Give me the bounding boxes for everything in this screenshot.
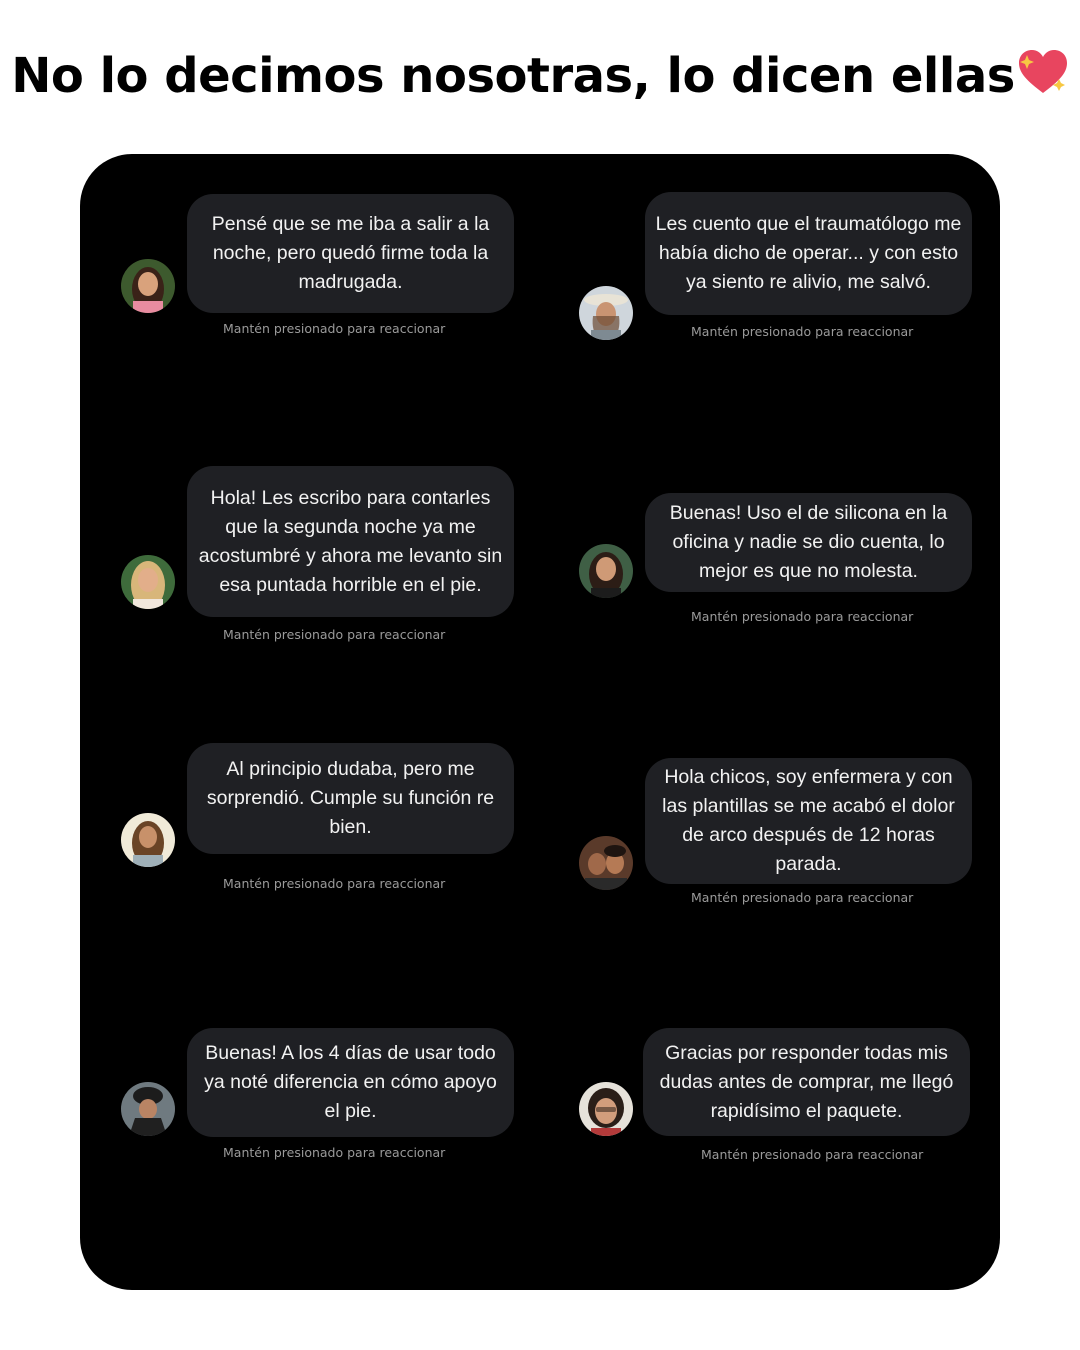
sparkling-heart-icon xyxy=(1017,49,1069,109)
message-bubble[interactable]: Pensé que se me iba a salir a la noche, pero quedó firme toda la madrugada. xyxy=(187,194,514,313)
reaction-hint: Mantén presionado para reaccionar xyxy=(223,627,446,642)
avatar xyxy=(579,836,633,890)
reaction-hint: Mantén presionado para reaccionar xyxy=(223,1145,446,1160)
avatar xyxy=(579,1082,633,1136)
avatar xyxy=(121,813,175,867)
reaction-hint: Mantén presionado para reaccionar xyxy=(691,890,914,905)
avatar xyxy=(579,544,633,598)
reaction-hint: Mantén presionado para reaccionar xyxy=(691,609,914,624)
testimonials-panel xyxy=(80,154,1000,1290)
avatar xyxy=(121,1082,175,1136)
message-bubble[interactable]: Buenas! A los 4 días de usar todo ya noté diferencia en cómo apoyo el pie. xyxy=(187,1028,514,1137)
avatar xyxy=(579,286,633,340)
message-bubble[interactable]: Les cuento que el traumatólogo me había dicho de operar... y con esto ya siento re alivio, me salvó. xyxy=(645,192,972,315)
message-bubble[interactable]: Buenas! Uso el de silicona en la oficina y nadie se dio cuenta, lo mejor es que no molesta. xyxy=(645,493,972,592)
reaction-hint: Mantén presionado para reaccionar xyxy=(701,1147,924,1162)
title-text: No lo decimos nosotras, lo dicen ellas xyxy=(11,48,1015,104)
message-bubble[interactable]: Hola! Les escribo para contarles que la segunda noche ya me acostumbré y ahora me levanto sin esa puntada horrible en el pie. xyxy=(187,466,514,617)
message-bubble[interactable]: Hola chicos, soy enfermera y con las plantillas se me acabó el dolor de arco después de 12 horas parada. xyxy=(645,758,972,884)
message-bubble[interactable]: Gracias por responder todas mis dudas antes de comprar, me llegó rapidísimo el paquete. xyxy=(643,1028,970,1136)
reaction-hint: Mantén presionado para reaccionar xyxy=(223,321,446,336)
message-bubble[interactable]: Al principio dudaba, pero me sorprendió. Cumple su función re bien. xyxy=(187,743,514,854)
reaction-hint: Mantén presionado para reaccionar xyxy=(691,324,914,339)
page-title xyxy=(0,48,1080,109)
avatar xyxy=(121,259,175,313)
reaction-hint: Mantén presionado para reaccionar xyxy=(223,876,446,891)
avatar xyxy=(121,555,175,609)
